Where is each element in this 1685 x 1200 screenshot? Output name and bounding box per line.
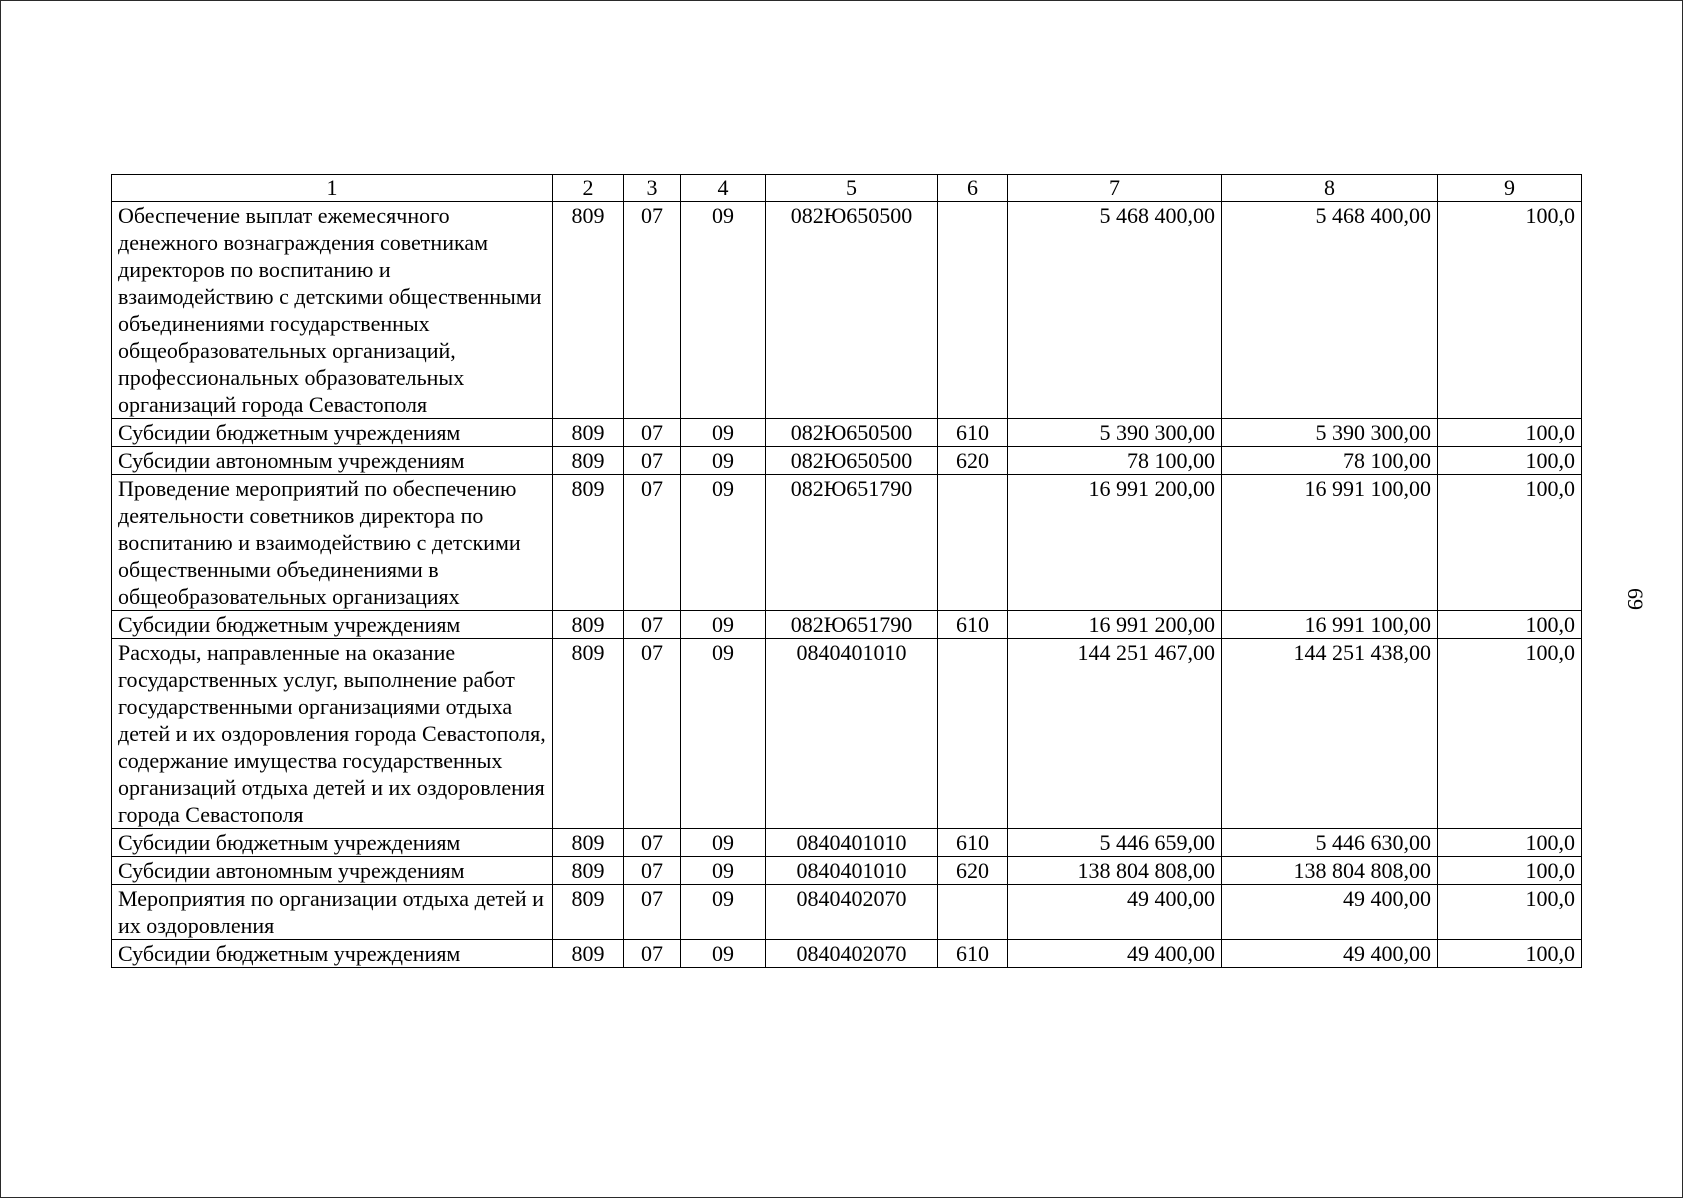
expense-type-cell: 610 — [938, 419, 1008, 447]
planned-amount-cell: 49 400,00 — [1008, 885, 1222, 940]
table-row — [112, 419, 1582, 447]
table-row — [112, 639, 1582, 829]
ministry-code-cell: 809 — [553, 940, 624, 968]
ministry-code-cell: 809 — [553, 611, 624, 639]
planned-amount-cell: 138 804 808,00 — [1008, 857, 1222, 885]
expense-type-cell — [938, 639, 1008, 829]
table-row — [112, 857, 1582, 885]
executed-amount-cell: 16 991 100,00 — [1222, 611, 1438, 639]
budget-table — [111, 174, 1582, 968]
executed-amount-cell: 78 100,00 — [1222, 447, 1438, 475]
section-code-cell: 07 — [624, 940, 681, 968]
executed-amount-cell: 5 468 400,00 — [1222, 202, 1438, 419]
expense-name-cell: Проведение мероприятий по обеспечению деятельности советников директора по воспитанию и взаимодействию с детскими общественными объединениями в общеобразовательных организациях — [112, 475, 553, 611]
target-article-cell: 082Ю650500 — [766, 447, 938, 475]
header-cell: 9 — [1438, 175, 1582, 202]
target-article-cell: 0840401010 — [766, 857, 938, 885]
percent-cell: 100,0 — [1438, 611, 1582, 639]
ministry-code-cell: 809 — [553, 885, 624, 940]
percent-cell: 100,0 — [1438, 202, 1582, 419]
expense-type-cell: 620 — [938, 857, 1008, 885]
expense-name-cell: Расходы, направленные на оказание государственных услуг, выполнение работ государственными организациями отдыха детей и их оздоровления города Севастополя, содержание имущества государственных организаций отдыха детей и их оздоровления города Севастополя — [112, 639, 553, 829]
expense-type-cell — [938, 475, 1008, 611]
executed-amount-cell: 49 400,00 — [1222, 885, 1438, 940]
target-article-cell: 0840402070 — [766, 885, 938, 940]
percent-cell: 100,0 — [1438, 940, 1582, 968]
expense-name-cell: Субсидии автономным учреждениям — [112, 857, 553, 885]
expense-name-cell: Мероприятия по организации отдыха детей и их оздоровления — [112, 885, 553, 940]
expense-type-cell — [938, 885, 1008, 940]
table-body — [112, 202, 1582, 968]
planned-amount-cell: 49 400,00 — [1008, 940, 1222, 968]
executed-amount-cell: 138 804 808,00 — [1222, 857, 1438, 885]
section-code-cell: 07 — [624, 447, 681, 475]
header-cell: 6 — [938, 175, 1008, 202]
subsection-code-cell: 09 — [681, 857, 766, 885]
percent-cell: 100,0 — [1438, 829, 1582, 857]
header-cell: 7 — [1008, 175, 1222, 202]
header-cell: 8 — [1222, 175, 1438, 202]
table-row — [112, 829, 1582, 857]
expense-name-cell: Субсидии бюджетным учреждениям — [112, 611, 553, 639]
header-cell: 4 — [681, 175, 766, 202]
table-row — [112, 202, 1582, 419]
target-article-cell: 082Ю650500 — [766, 419, 938, 447]
header-cell: 3 — [624, 175, 681, 202]
header-cell: 1 — [112, 175, 553, 202]
planned-amount-cell: 16 991 200,00 — [1008, 475, 1222, 611]
planned-amount-cell: 144 251 467,00 — [1008, 639, 1222, 829]
section-code-cell: 07 — [624, 202, 681, 419]
section-code-cell: 07 — [624, 829, 681, 857]
table-row — [112, 885, 1582, 940]
ministry-code-cell: 809 — [553, 202, 624, 419]
ministry-code-cell: 809 — [553, 857, 624, 885]
subsection-code-cell: 09 — [681, 475, 766, 611]
expense-name-cell: Субсидии бюджетным учреждениям — [112, 829, 553, 857]
section-code-cell: 07 — [624, 639, 681, 829]
percent-cell: 100,0 — [1438, 419, 1582, 447]
expense-type-cell: 610 — [938, 611, 1008, 639]
section-code-cell: 07 — [624, 611, 681, 639]
ministry-code-cell: 809 — [553, 419, 624, 447]
planned-amount-cell: 5 446 659,00 — [1008, 829, 1222, 857]
header-cell: 2 — [553, 175, 624, 202]
percent-cell: 100,0 — [1438, 639, 1582, 829]
percent-cell: 100,0 — [1438, 885, 1582, 940]
subsection-code-cell: 09 — [681, 447, 766, 475]
percent-cell: 100,0 — [1438, 857, 1582, 885]
executed-amount-cell: 144 251 438,00 — [1222, 639, 1438, 829]
target-article-cell: 082Ю651790 — [766, 611, 938, 639]
ministry-code-cell: 809 — [553, 447, 624, 475]
target-article-cell: 082Ю650500 — [766, 202, 938, 419]
expense-type-cell — [938, 202, 1008, 419]
ministry-code-cell: 809 — [553, 829, 624, 857]
table-row — [112, 447, 1582, 475]
subsection-code-cell: 09 — [681, 829, 766, 857]
subsection-code-cell: 09 — [681, 611, 766, 639]
target-article-cell: 0840401010 — [766, 639, 938, 829]
subsection-code-cell: 09 — [681, 639, 766, 829]
executed-amount-cell: 5 390 300,00 — [1222, 419, 1438, 447]
subsection-code-cell: 09 — [681, 419, 766, 447]
table-row — [112, 611, 1582, 639]
subsection-code-cell: 09 — [681, 202, 766, 419]
target-article-cell: 0840402070 — [766, 940, 938, 968]
section-code-cell: 07 — [624, 419, 681, 447]
table-row — [112, 940, 1582, 968]
expense-name-cell: Субсидии автономным учреждениям — [112, 447, 553, 475]
expense-name-cell: Субсидии бюджетным учреждениям — [112, 419, 553, 447]
planned-amount-cell: 5 468 400,00 — [1008, 202, 1222, 419]
table-row — [112, 475, 1582, 611]
planned-amount-cell: 16 991 200,00 — [1008, 611, 1222, 639]
subsection-code-cell: 09 — [681, 940, 766, 968]
ministry-code-cell: 809 — [553, 475, 624, 611]
executed-amount-cell: 16 991 100,00 — [1222, 475, 1438, 611]
executed-amount-cell: 5 446 630,00 — [1222, 829, 1438, 857]
percent-cell: 100,0 — [1438, 475, 1582, 611]
section-code-cell: 07 — [624, 475, 681, 611]
executed-amount-cell: 49 400,00 — [1222, 940, 1438, 968]
planned-amount-cell: 5 390 300,00 — [1008, 419, 1222, 447]
target-article-cell: 0840401010 — [766, 829, 938, 857]
header-row — [112, 175, 1582, 202]
subsection-code-cell: 09 — [681, 885, 766, 940]
planned-amount-cell: 78 100,00 — [1008, 447, 1222, 475]
expense-name-cell: Субсидии бюджетным учреждениям — [112, 940, 553, 968]
header-cell: 5 — [766, 175, 938, 202]
percent-cell: 100,0 — [1438, 447, 1582, 475]
section-code-cell: 07 — [624, 857, 681, 885]
expense-type-cell: 610 — [938, 940, 1008, 968]
expense-type-cell: 620 — [938, 447, 1008, 475]
section-code-cell: 07 — [624, 885, 681, 940]
page-number: 69 — [1623, 588, 1648, 610]
target-article-cell: 082Ю651790 — [766, 475, 938, 611]
expense-name-cell: Обеспечение выплат ежемесячного денежного вознаграждения советникам директоров по воспитанию и взаимодействию с детскими общественными объединениями государственных общеобразовательных организаций, профессиональных образовательных организаций города Севастополя — [112, 202, 553, 419]
expense-type-cell: 610 — [938, 829, 1008, 857]
ministry-code-cell: 809 — [553, 639, 624, 829]
